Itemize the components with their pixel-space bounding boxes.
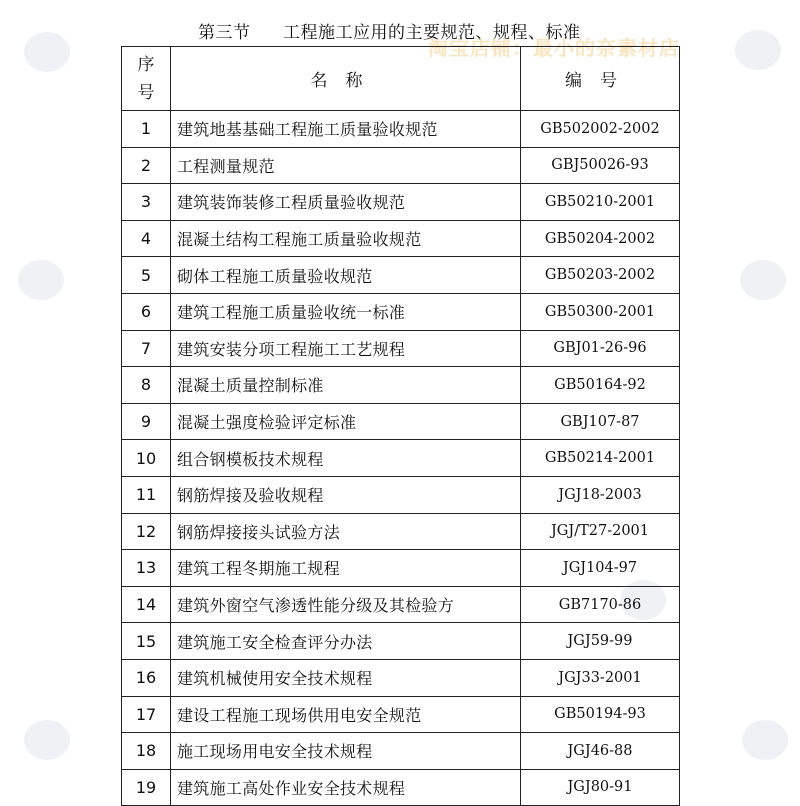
standard-code: JGJ59-99: [521, 623, 680, 660]
standard-name: 混凝土质量控制标准: [171, 367, 521, 404]
standard-code: GBJ01-26-96: [521, 330, 680, 367]
standard-name: 建筑装饰装修工程质量验收规范: [171, 184, 521, 221]
table-row: [122, 586, 680, 623]
table-row: [122, 111, 680, 148]
row-number: 11: [122, 476, 171, 513]
row-number: 17: [122, 696, 171, 733]
standard-name: 钢筋焊接及验收规程: [171, 476, 521, 513]
row-number: 14: [122, 586, 171, 623]
table-row: [122, 257, 680, 294]
standard-name: 混凝土强度检验评定标准: [171, 403, 521, 440]
standard-code: JGJ104-97: [521, 550, 680, 587]
standard-name: 组合钢模板技术规程: [171, 440, 521, 477]
watermark-elephant-icon: [24, 32, 70, 72]
row-number: 8: [122, 367, 171, 404]
row-number: 15: [122, 623, 171, 660]
standard-name: 施工现场用电安全技术规程: [171, 733, 521, 770]
table-row: [122, 659, 680, 696]
standard-name: 建筑施工安全检查评分办法: [171, 623, 521, 660]
row-number: 13: [122, 550, 171, 587]
watermark-elephant-icon: [740, 260, 786, 300]
standard-code: GBJ107-87: [521, 403, 680, 440]
watermark-elephant-icon: [18, 260, 64, 300]
row-number: 9: [122, 403, 171, 440]
section-number: 第三节: [198, 23, 251, 43]
table-row: [122, 220, 680, 257]
row-number: 10: [122, 440, 171, 477]
row-number: 7: [122, 330, 171, 367]
standard-code: GB50210-2001: [521, 184, 680, 221]
standard-code: JGJ18-2003: [521, 476, 680, 513]
standard-name: 建筑安装分项工程施工工艺规程: [171, 330, 521, 367]
table-row: [122, 293, 680, 330]
standard-code: GB50164-92: [521, 367, 680, 404]
row-number: 19: [122, 769, 171, 806]
table-row: [122, 696, 680, 733]
table-header-row: [122, 47, 680, 111]
watermark-elephant-icon: [24, 720, 70, 760]
row-number: 16: [122, 659, 171, 696]
standard-code: GB50204-2002: [521, 220, 680, 257]
standard-name: 建筑地基基础工程施工质量验收规范: [171, 111, 521, 148]
standard-name: 工程测量规范: [171, 147, 521, 184]
table-row: [122, 184, 680, 221]
column-header-name: 名称: [171, 47, 521, 111]
row-number: 2: [122, 147, 171, 184]
standard-name: 建筑施工高处作业安全技术规程: [171, 769, 521, 806]
section-title: 工程施工应用的主要规范、规程、标准: [283, 23, 581, 43]
standard-code: JGJ80-91: [521, 769, 680, 806]
watermark-elephant-icon: [742, 720, 788, 760]
table-row: [122, 513, 680, 550]
standards-table: [121, 46, 680, 806]
standard-name: 钢筋焊接接头试验方法: [171, 513, 521, 550]
table-row: [122, 550, 680, 587]
standard-code: JGJ/T27-2001: [521, 513, 680, 550]
standard-code: JGJ33-2001: [521, 659, 680, 696]
row-number: 1: [122, 111, 171, 148]
table-row: [122, 769, 680, 806]
standard-code: GBJ50026-93: [521, 147, 680, 184]
standard-name: 建筑工程冬期施工规程: [171, 550, 521, 587]
standard-code: GB7170-86: [521, 586, 680, 623]
standard-code: GB502002-2002: [521, 111, 680, 148]
standard-code: JGJ46-88: [521, 733, 680, 770]
standard-code: GB50300-2001: [521, 293, 680, 330]
row-number: 3: [122, 184, 171, 221]
row-number: 4: [122, 220, 171, 257]
standard-name: 建筑外窗空气渗透性能分级及其检验方: [171, 586, 521, 623]
column-header-code: 编号: [521, 47, 680, 111]
standard-code: GB50194-93: [521, 696, 680, 733]
table-row: [122, 440, 680, 477]
table-row: [122, 733, 680, 770]
watermark-elephant-icon: [735, 30, 781, 70]
standard-name: 建设工程施工现场供用电安全规范: [171, 696, 521, 733]
column-header-no: [122, 47, 171, 111]
row-number: 12: [122, 513, 171, 550]
standard-name: 建筑机械使用安全技术规程: [171, 659, 521, 696]
table-row: [122, 330, 680, 367]
standard-code: GB50214-2001: [521, 440, 680, 477]
table-row: [122, 476, 680, 513]
standard-code: GB50203-2002: [521, 257, 680, 294]
column-header-no-line2: 号: [137, 82, 155, 103]
table-row: [122, 623, 680, 660]
table-row: [122, 367, 680, 404]
watermark-text: 淘宝店铺：最小的奈素材店: [428, 36, 680, 60]
standard-name: 砌体工程施工质量验收规范: [171, 257, 521, 294]
standard-name: 混凝土结构工程施工质量验收规范: [171, 220, 521, 257]
standard-name: 建筑工程施工质量验收统一标准: [171, 293, 521, 330]
table-row: [122, 147, 680, 184]
row-number: 5: [122, 257, 171, 294]
table-row: [122, 403, 680, 440]
row-number: 6: [122, 293, 171, 330]
column-header-no-line1: 序: [137, 54, 155, 75]
row-number: 18: [122, 733, 171, 770]
